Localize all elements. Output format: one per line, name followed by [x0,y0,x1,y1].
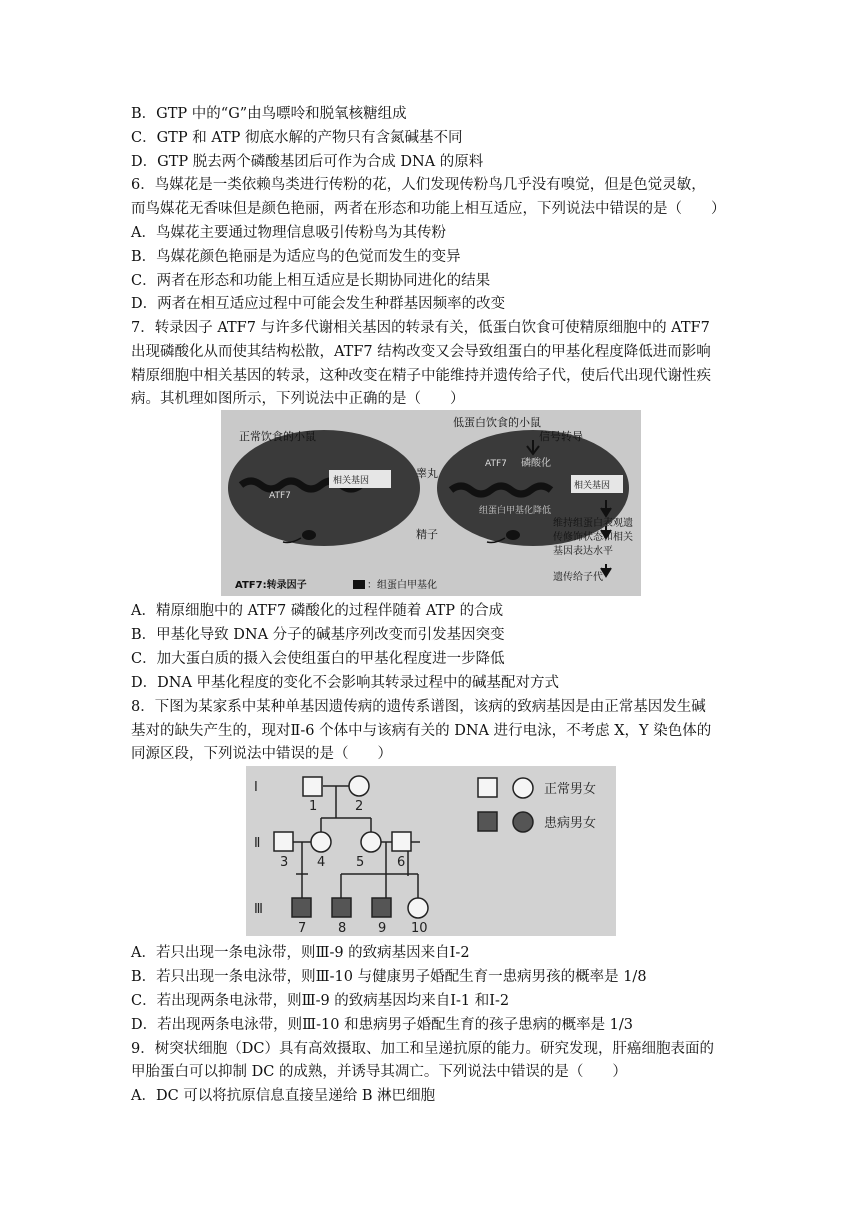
option-c: C．加大蛋白质的摄入会使组蛋白的甲基化程度进一步降低 [131,651,505,667]
phosphorylation-label: 磷酸化 [521,458,551,469]
question-8-stem: 8．下图为某家系中某种单基因遗传病的遗传系谱图，该病的致病基因是由正常基因发生碱 [131,699,706,715]
legend-methylation: ：组蛋白甲基化 [367,580,437,591]
maintain-text: 传修饰状态和相关 [553,532,633,543]
option-b: B．若只出现一条电泳带，则Ⅲ-10 与健康男子婚配生育一患病男孩的概率是 1/8 [131,969,647,985]
sperm-label: 精子 [416,528,438,541]
gene-label: 相关基因 [574,481,611,491]
signal-label: 信号转导 [539,430,583,443]
option-a: A．精原细胞中的 ATF7 磷酸化的过程伴随着 ATP 的合成 [131,603,504,619]
line: 病。其机理如图所示，下列说法中正确的是（ ） [131,391,465,407]
line: B．GTP 中的“G”由鸟嘌呤和脱氧核糖组成 [131,106,407,122]
question-7-stem: 7．转录因子 ATF7 与许多代谢相关基因的转录有关，低蛋白饮食可使精原细胞中的 ATF7 [131,320,710,336]
atf7-label: ATF7 [485,459,507,469]
option-d: D．两者在相互适应过程中可能会发生种群基因频率的改变 [131,296,506,312]
generation-label: Ⅱ [254,836,261,851]
legend-affected: 患病男女 [544,816,597,831]
option-b: B．甲基化导致 DNA 分子的碱基序列改变而引发基因突变 [131,627,505,643]
generation-label: Ⅰ [254,780,258,795]
gene-label: 相关基因 [333,476,370,486]
line: 基对的缺失产生的，现对Ⅱ-6 个体中与该病有关的 DNA 进行电泳，不考虑 X，Y 染色体的 [131,723,712,739]
option-a: A．若只出现一条电泳带，则Ⅲ-9 的致病基因来自Ⅰ-2 [131,945,470,961]
option-c: C．若出现两条电泳带，则Ⅲ-9 的致病基因均来自Ⅰ-1 和Ⅰ-2 [131,993,510,1009]
atf7-label: ATF7 [269,491,291,501]
atf7-diagram [221,410,641,596]
individual-number: 7 [298,921,307,936]
option-d: D．DNA 甲基化程度的变化不会影响其转录过程中的碱基配对方式 [131,675,560,691]
question-9-stem: 9．树突状细胞（DC）具有高效摄取、加工和呈递抗原的能力。研究发现，肝癌细胞表面的 [131,1041,714,1057]
generation-label: Ⅲ [254,902,263,917]
individual-number: 3 [280,855,289,870]
histone-note: 组蛋白甲基化降低 [479,506,552,516]
option-c: C．两者在形态和功能上相互适应是长期协同进化的结果 [131,273,491,289]
line: 精原细胞中相关基因的转录，这种改变在精子中能维持并遗传给子代，使后代出现代谢性疾 [131,368,711,384]
pedigree-chart [246,766,616,936]
right-title: 低蛋白饮食的小鼠 [453,416,541,429]
option-a: A．鸟媒花主要通过物理信息吸引传粉鸟为其传粉 [131,225,446,241]
individual-number: 10 [411,921,428,936]
line: 出现磷酸化从而使其结构松散，ATF7 结构改变又会导致组蛋白的甲基化程度降低进而影响 [131,344,711,360]
line: D．GTP 脱去两个磷酸基团后可作为合成 DNA 的原料 [131,154,484,170]
individual-number: 4 [317,855,326,870]
left-title: 正常饮食的小鼠 [239,430,316,443]
line: 甲胎蛋白可以抑制 DC 的成熟，并诱导其凋亡。下列说法中错误的是（ ） [131,1064,627,1080]
individual-number: 2 [355,799,364,814]
pedigree-figure [246,766,616,936]
individual-number: 9 [378,921,387,936]
maintain-text: 基因表达水平 [553,546,613,557]
option-b: B．鸟媒花颜色艳丽是为适应鸟的色觉而发生的变异 [131,249,461,265]
pass-on-label: 遗传给子代 [553,572,603,583]
testis-label: 睾丸 [416,467,438,480]
legend-atf7: ATF7:转录因子 [235,580,307,591]
legend-normal: 正常男女 [544,782,597,797]
atf7-mechanism-figure [221,410,641,596]
individual-number: 5 [356,855,365,870]
maintain-text: 维持组蛋白表观遗 [553,518,633,529]
line: C．GTP 和 ATP 彻底水解的产物只有含氮碱基不同 [131,130,463,146]
individual-number: 6 [397,855,406,870]
individual-number: 1 [309,799,318,814]
individual-number: 8 [338,921,347,936]
option-d: D．若出现两条电泳带，则Ⅲ-10 和患病男子婚配生育的孩子患病的概率是 1/3 [131,1017,634,1033]
option-a: A．DC 可以将抗原信息直接呈递给 B 淋巴细胞 [131,1088,436,1104]
line: 而鸟媒花无香味但是颜色艳丽，两者在形态和功能上相互适应，下列说法中错误的是（ ） [131,201,726,217]
question-6-stem: 6．鸟媒花是一类依赖鸟类进行传粉的花，人们发现传粉鸟几乎没有嗅觉，但是色觉灵敏， [131,177,706,193]
line: 同源区段，下列说法中错误的是（ ） [131,746,392,762]
